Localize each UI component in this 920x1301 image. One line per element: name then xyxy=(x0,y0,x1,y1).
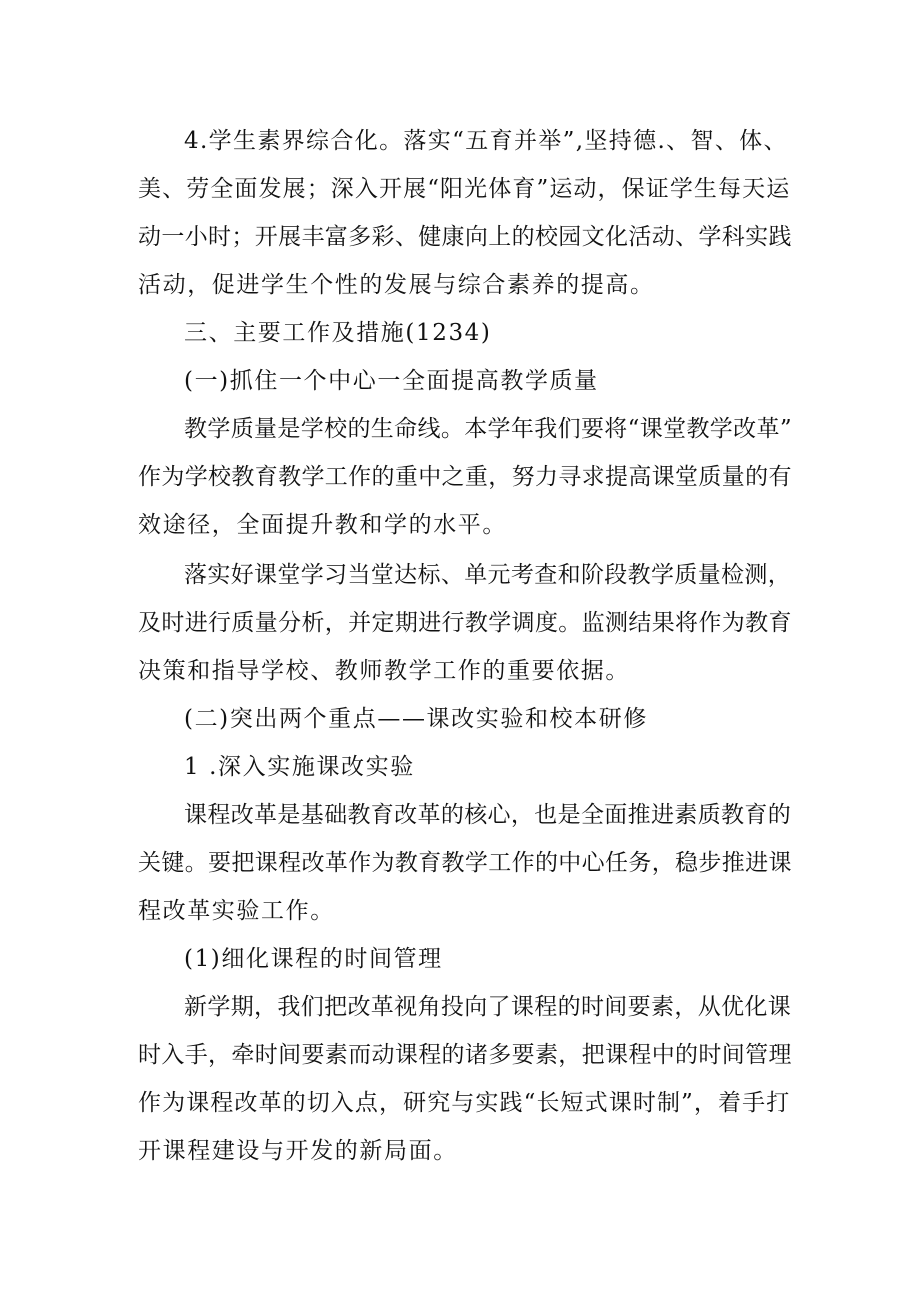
item-heading-curriculum-reform: 1 .深入实施课改实验 xyxy=(184,754,415,780)
text-line: 作为课程改革的切入点，研究与实践“长短式课时制”，着手打 xyxy=(138,1090,791,1116)
text-line: 效途径，全面提升教和学的水平。 xyxy=(138,512,507,538)
item-heading-time-management: (1)细化课程的时间管理 xyxy=(184,946,443,972)
text-line: 关键。要把课程改革作为教育教学工作的中心任务，稳步推进课 xyxy=(138,850,792,876)
text-line: 新学期，我们把改革视角投向了课程的时间要素，从优化课 xyxy=(184,994,792,1020)
text-line: 课程改革是基础教育改革的核心，也是全面推进素质教育的 xyxy=(184,802,792,828)
text-line: 程改革实验工作。 xyxy=(138,898,335,924)
subsection-heading-one-center: (一)抓住一个中心一全面提高教学质量 xyxy=(184,368,599,394)
text-line: 活动，促进学生个性的发展与综合素养的提高。 xyxy=(138,272,655,298)
text-line: 时入手，牵时间要素而动课程的诸多要素，把课程中的时间管理 xyxy=(138,1042,792,1068)
text-line: 美、劳全面发展；深入开展“阳光体育”运动，保证学生每天运 xyxy=(138,176,791,202)
subsection-heading-two-focuses: (二)突出两个重点——课改实验和校本研修 xyxy=(184,706,648,732)
text-line: 落实好课堂学习当堂达标、单元考查和阶段教学质量检测， xyxy=(184,562,792,588)
section-heading-main-work: 三、主要工作及措施(1234) xyxy=(184,320,492,346)
text-line: 4.学生素界综合化。落实“五育并举”,坚持德.、智、体、 xyxy=(184,128,788,154)
text-line: 决策和指导学校、教师教学工作的重要依据。 xyxy=(138,658,630,684)
text-line: 动一小时；开展丰富多彩、健康向上的校园文化活动、学科实践 xyxy=(138,224,792,250)
text-line: 开课程建设与开发的新局面。 xyxy=(138,1138,458,1164)
text-line: 作为学校教育教学工作的重中之重，努力寻求提高课堂质量的有 xyxy=(138,464,792,490)
text-line: 教学质量是学校的生命线。本学年我们要将“课堂教学改革” xyxy=(184,416,792,442)
text-line: 及时进行质量分析，并定期进行教学调度。监测结果将作为教育 xyxy=(138,610,792,636)
